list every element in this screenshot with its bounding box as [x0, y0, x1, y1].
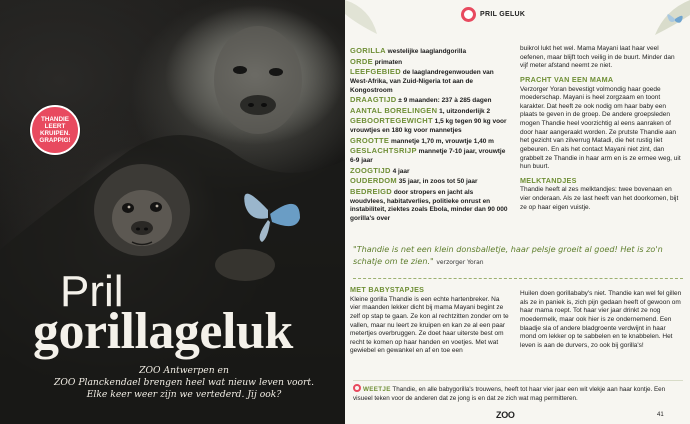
paragraph-mama: Verzorger Yoran bevestigt volmondig haar goede moederschap. Mayani is heel zorgzaam en toont karakter. Dat heeft ze ook nodig om haar baby een plaats te geven in de groep. De andere groepsleden mogen Thandie heel voorzichtig al eens aanraken of door haar aangeraakt worden. Ze prutste Thandie aan het gezicht van zilverrug Matadi, die het rustig liet gebeuren. En als het contact Mayani niet zint, dan grabbelt ze Thandie in haar arm en is ze ermee weg, uit hun buurt. [520, 85, 681, 171]
fact-label: GEBOORTEGEWICHT [350, 116, 433, 126]
fact-value: 1, uitzonderlijk 2 [439, 107, 491, 115]
fact-label: GESLACHTSRIJP [350, 146, 417, 156]
fact-item [350, 187, 510, 224]
divider [353, 278, 683, 279]
weetje-box [353, 380, 683, 403]
intro-paragraph: buikrol lukt het wel. Mama Mayani laat haar veel oefenen, maar blijft toch veilig in de buurt. Minder dan vijf meter afstand neemt ze niet. [520, 45, 675, 70]
pull-quote-text: "Thandie is net een klein donsballetje, haar pelsje groeit al goed! Het is zo'n schatje om te zien." [353, 244, 663, 267]
fact-item [350, 136, 510, 147]
badge-line: GRAPPIG! [39, 137, 71, 145]
zoo-logo [496, 410, 515, 420]
fact-label: GROOTTE [350, 135, 390, 145]
badge-thandie [30, 105, 80, 155]
subtitle-line: ZOO Planckendael brengen heel wat nieuw leven voort. [53, 376, 315, 388]
butterfly-small-icon [665, 10, 685, 28]
article-column-lower-left [350, 285, 510, 356]
badge-line: KRUIPEN. [39, 130, 71, 137]
fact-label: DRAAGTIJD [350, 95, 397, 105]
fact-label: GORILLA [350, 46, 386, 55]
title-small: Pril [60, 267, 124, 316]
fact-item [350, 116, 510, 135]
fact-item [350, 57, 510, 68]
fact-value: 35 jaar, in zoos tot 50 jaar [398, 178, 478, 186]
fact-item [350, 176, 510, 187]
fact-item [350, 106, 510, 117]
fact-value: 1,5 kg tegen 90 kg voor vrouwtjes en 180 kg voor mannetjes [350, 118, 507, 135]
zoo-logo-text: ZOO [496, 410, 515, 420]
fact-item [350, 46, 510, 57]
fact-value: de laaglandregenwouden van West-Afrika, van Zuid-Nigeria tot aan de Kongostroom [350, 69, 494, 94]
fact-item [350, 95, 510, 106]
fact-value: mannetje 7-10 jaar, vrouwtje 6-9 jaar [350, 148, 506, 165]
page-number: 41 [657, 412, 664, 418]
leaf-decoration-icon [345, 0, 385, 40]
fact-item [350, 166, 510, 177]
fact-value: primaten [374, 58, 403, 66]
fact-item [350, 67, 510, 95]
section-label-text: PRIL GELUK [480, 11, 526, 18]
fact-item [350, 146, 510, 165]
subtitle-line: Elke keer weer zijn we vertederd. Jij ook? [86, 388, 282, 400]
fact-value: westelijke laaglandgorilla [387, 48, 467, 55]
fact-label: ORDE [350, 56, 373, 66]
heading-babystapjes: MET BABYSTAPJES [350, 285, 425, 294]
fact-label: ZOOGTIJD [350, 165, 391, 175]
section-label [461, 7, 525, 22]
badge-line: THANDIE [40, 115, 69, 123]
subtitle-line: ZOO Antwerpen en [139, 365, 229, 376]
fact-value: door stropers en jacht als woudvlees, habitatverlies, politieke onrust en instabiliteit, ziektes zoals Ebola, minder dan 90 000 gorilla's over [350, 188, 508, 222]
weetje-ring-icon [353, 384, 361, 392]
section-ring-icon [461, 7, 476, 22]
heading-mama: PRACHT VAN EEN MAMA [520, 74, 614, 84]
fact-label: OUDERDOM [350, 176, 397, 186]
article-page [345, 0, 690, 424]
weetje-label: WEETJE [363, 386, 391, 393]
fact-value: mannetje 1,70 m, vrouwtje 1,40 m [391, 137, 494, 145]
fact-label: LEEFGEBIED [350, 67, 401, 77]
paragraph-melktandjes: Thandie heeft al zes melktandjes: twee bovenaan en vier onderaan. Als ze last heeft van het doorkomen, bijt ze op haar eigen vuistje. [520, 186, 679, 211]
pull-quote-attribution: verzorger Yoran [436, 259, 484, 267]
fact-label: BEDREIGD [350, 186, 392, 196]
article-column-right [520, 44, 682, 212]
badge-line: LEERT [44, 122, 66, 130]
fact-sheet [350, 46, 510, 224]
paragraph-huilen: Huilen doen gorillababy's niet. Thandie kan wel fel gillen als ze in paniek is, zich pijn gedaan heeft of gewoon om haar mama roept. Tot haar vier jaar drinkt ze nog moedermelk, maar ook hier is ze ondernemend. Een blaadje sla of andere bladgroente verdwijnt in haar mond om lekker op te sabbelen en te knabbelen. Het leven is aan de durvers, zo ook bij gorilla's! [520, 290, 682, 349]
page-title: gorillageluk [33, 303, 293, 360]
heading-melktandjes: MELKTANDJES [520, 175, 577, 185]
pull-quote [353, 243, 683, 267]
paragraph-babystapjes: Kleine gorilla Thandie is een echte hartenbreker. Na vier maanden lekker dicht bij mama Mayani begint ze zelf op stap te gaan. Ze kon al rechtzitten zonder om te vallen, maar nu leert ze kruipen en kan ze al een paar metertjes overbruggen. Ze doet haar uiterste best om recht te komen op haar handen en voetjes. Met wat gewiebel en gewankel en af en toe een [350, 295, 509, 355]
article-column-lower-right [520, 289, 682, 350]
subtitle [28, 365, 340, 401]
weetje-text: Thandie, en alle babygorilla's trouwens, heeft tot haar vier jaar een wit vlekje aan haar kontje. Een visueel teken voor de anderen dat ze jong is en dat ze zich wat mag permitteren. [353, 386, 666, 402]
fact-value: ± 9 maanden: 237 à 285 dagen [398, 97, 492, 105]
fact-label: AANTAL BORELINGEN [350, 105, 438, 115]
fact-value: 4 jaar [392, 167, 410, 175]
